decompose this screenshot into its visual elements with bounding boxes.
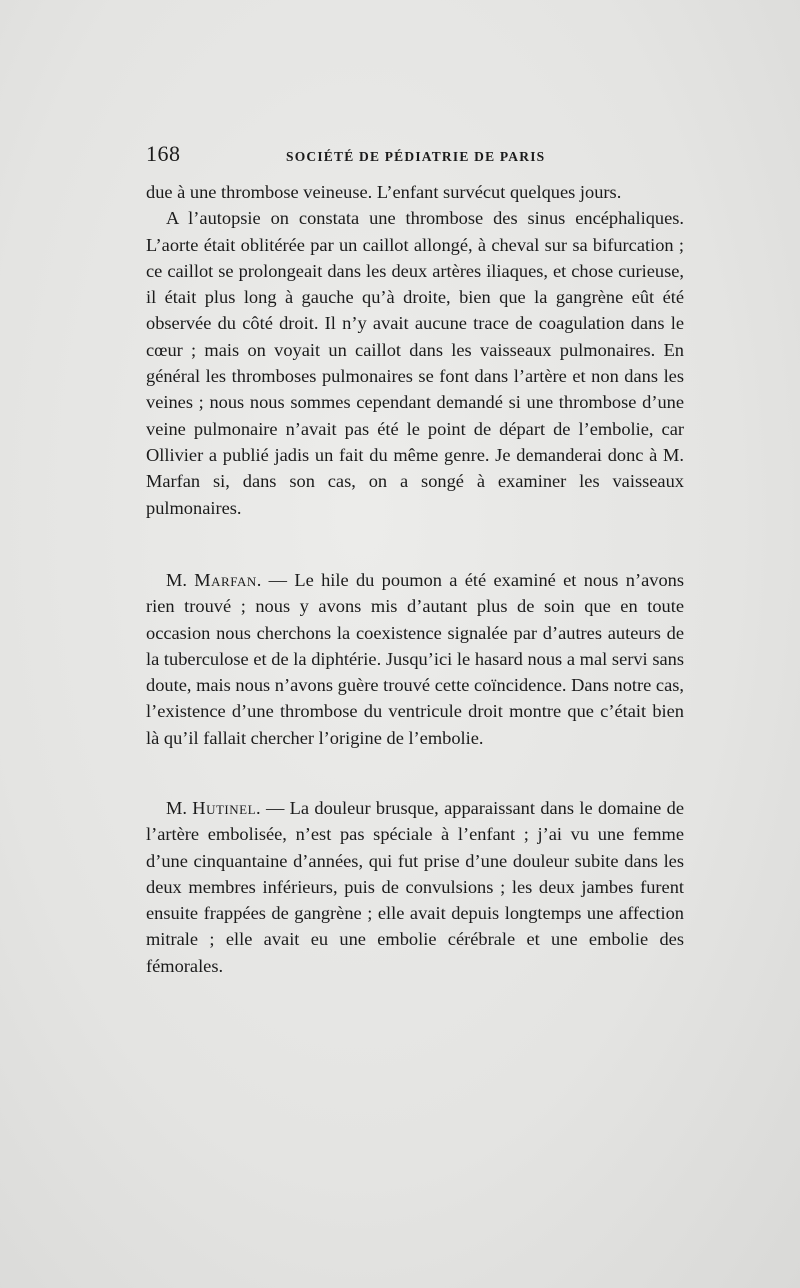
paragraph-hutinel — [146, 795, 684, 979]
discussion-block-hutinel — [146, 795, 684, 979]
running-title: SOCIÉTÉ DE PÉDIATRIE DE PARIS — [286, 149, 546, 164]
paragraph-marfan-text: . — Le hile du poumon a été examiné et nous n’avons rien trouvé ; nous y avons mis d’autant plus de soin que en toute occasion nous cherchons la coexistence signalée par d’autres auteurs de la tuberculose et de la diphtérie. Jusqu’ici le hasard nous a mal servi sans doute, mais nous n’avons guère trouvé cette coïncidence. Dans notre cas, l’existence d’une thrombose du ventricule droit montre que c’était bien là qu’il fallait chercher l’origine de l’embolie. — [146, 570, 684, 748]
paragraph-marfan — [146, 567, 684, 751]
speaker-name-marfan: Marfan — [194, 570, 257, 590]
discussion-block-1 — [146, 179, 684, 521]
paragraph-autopsy: A l’autopsie on constata une thrombose des sinus encéphaliques. L’aorte était oblitérée par un caillot allongé, à cheval sur sa bifurcation ; ce caillot se prolongeait dans les deux artères iliaques, et chose curieuse, il était plus long à gauche qu’à droite, bien que la gangrène eût été observée du côté droit. Il n’y avait aucune trace de coagulation dans le cœur ; mais on voyait un caillot dans les vaisseaux pulmonaires. En général les thromboses pulmonaires se font dans l’artère et non dans les veines ; nous nous sommes cependant demandé si une thrombose d’une veine pulmonaire n’avait pas été le point de départ de l’embolie, car Ollivier a publié jadis un fait du même genre. Je demanderai donc à M. Marfan si, dans son cas, on a songé à examiner les vaisseaux pulmonaires. — [146, 208, 684, 518]
speaker-prefix: M. — [166, 798, 193, 818]
speaker-name-hutinel: Hutinel — [192, 798, 257, 818]
speaker-prefix: M. — [166, 570, 195, 590]
page-number: 168 — [146, 141, 181, 166]
paragraph-continuation: due à une thrombose veineuse. L’enfant survécut quelques jours. — [146, 182, 622, 202]
paragraph-hutinel-text: . — La douleur brusque, apparaissant dans le domaine de l’artère embolisée, n’est pas spéciale à l’enfant ; j’ai vu une femme d’une cinquantaine d’années, qui fut prise d’une douleur subite dans les deux membres inférieurs, puis de convulsions ; les deux jambes furent ensuite frappées de gangrène ; elle avait depuis longtemps une affection mitrale ; elle avait eu une embolie cérébrale et une embolie des fémorales. — [146, 798, 684, 976]
page-header — [146, 141, 686, 171]
discussion-block-marfan — [146, 567, 684, 751]
